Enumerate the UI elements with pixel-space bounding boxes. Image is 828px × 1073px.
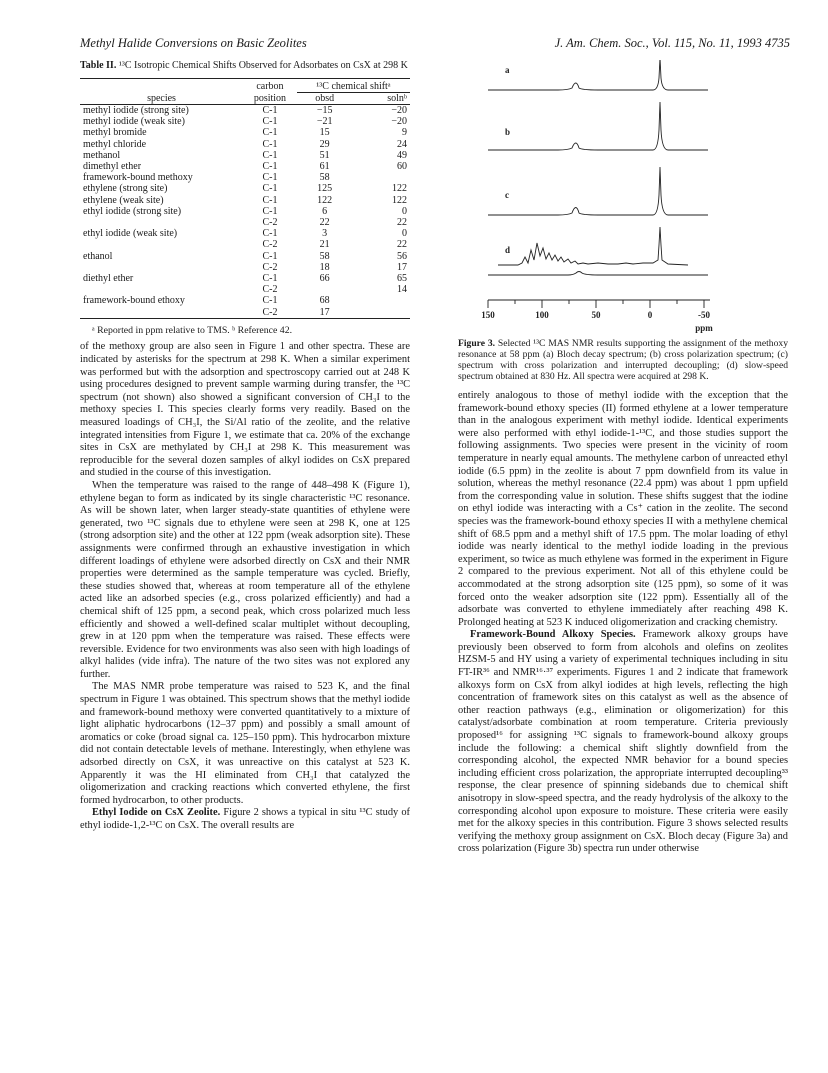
cell-soln: 17	[397, 261, 407, 273]
cell-species: methanol	[83, 149, 121, 161]
cell-obsd: −15	[316, 105, 333, 116]
cell-soln: 60	[397, 161, 407, 173]
left-column	[80, 60, 410, 833]
cell-soln: 122	[392, 183, 407, 195]
cell-position: C-1	[262, 228, 278, 240]
cell-position: C-1	[262, 116, 278, 128]
table-footnote: ᵃ Reported in ppm relative to TMS. ᵇ Reference 42.	[92, 324, 293, 336]
cell-position: C-1	[262, 149, 278, 161]
running-head-title: Methyl Halide Conversions on Basic Zeolites	[80, 36, 307, 50]
nmr-spectra-plot	[458, 60, 788, 335]
cell-soln: 0	[402, 205, 407, 217]
spectrum-a	[488, 60, 708, 90]
cell-species: ethylene (strong site)	[83, 183, 168, 195]
table-row	[80, 217, 410, 228]
table-row	[80, 251, 410, 262]
body-paragraph: of the methoxy group are also seen in Figure 1 and other spectra. These are indicated by asterisks for the spectrum at 298 K. When a similar experiment was performed but with the adsorption and spectroscopy carried out at 248 K using procedures designed to prevent sample warming during transfer, the ¹³C spectrum (not shown) also showed a significant conversion of CH₃I to the methoxy species I. This species clearly forms very readily. Based on the measured loadings of CH₃I, the Si/Al ratio of the zeolite, and the relative integrated intensities from Figure 1, we estimate that ca. 20% of the exchange sites in CsX are methylated by CH₃I at 298 K. This measurement was reproducible for the several dozen samples of alkyl iodides on CsX prepared and studied in the course of this investigation.	[80, 341, 410, 479]
cell-position: C-1	[262, 183, 278, 195]
panel-label-c: c	[505, 190, 509, 200]
cell-species: dimethyl ether	[83, 161, 142, 173]
right-column	[458, 60, 788, 856]
cell-position: C-2	[262, 261, 278, 273]
spectrum-d	[498, 227, 688, 265]
x-axis-ticks	[488, 300, 704, 308]
cell-obsd: 58	[319, 250, 330, 262]
cell-soln: 22	[397, 217, 407, 229]
cell-species: ethanol	[83, 250, 113, 262]
cell-soln: 22	[397, 239, 407, 251]
chemical-shift-table	[80, 78, 410, 319]
table-row	[80, 195, 410, 206]
cell-obsd	[297, 284, 353, 295]
cell-obsd: 29	[319, 138, 330, 150]
cell-species	[80, 284, 243, 295]
cell-obsd: −21	[316, 116, 333, 128]
header-position: position	[253, 92, 287, 104]
table-caption-text: ¹³C Isotropic Chemical Shifts Observed for Adsorbates on CsX at 298 K	[118, 60, 408, 71]
cell-soln: 49	[397, 149, 407, 161]
cell-position: C-2	[262, 239, 278, 251]
cell-soln: −20	[391, 105, 407, 116]
panel-label-b: b	[505, 127, 511, 137]
cell-obsd: 66	[319, 273, 330, 285]
table-row	[80, 206, 410, 217]
header-species: species	[147, 92, 176, 104]
table-row	[80, 307, 410, 319]
cell-species: ethylene (weak site)	[83, 194, 164, 206]
cell-position: C-1	[262, 295, 278, 307]
tick-label: 50	[591, 310, 601, 320]
table-row	[80, 295, 410, 306]
cell-position: C-1	[262, 273, 278, 285]
section-text: Figure 2 shows a typical in situ ¹³C study of ethyl iodide-1,2-¹³C on CsX. The overall results are	[80, 807, 410, 832]
table-row	[80, 105, 410, 117]
cell-species: methyl iodide (strong site)	[83, 105, 189, 116]
cell-position: C-2	[262, 306, 278, 318]
table-row	[80, 183, 410, 194]
body-paragraph-ethyl-iodide	[80, 807, 410, 832]
table-row	[80, 239, 410, 250]
header-carbon: carbon	[256, 80, 284, 92]
tick-label: 150	[481, 310, 495, 320]
cell-soln: 9	[402, 127, 407, 139]
table-row	[80, 139, 410, 150]
panel-label-a: a	[505, 65, 510, 75]
cell-soln: 56	[397, 250, 407, 262]
cell-soln	[352, 295, 410, 306]
table-row	[80, 127, 410, 138]
cell-position: C-1	[262, 205, 278, 217]
header-obsd: obsd	[315, 92, 335, 104]
cell-species: methyl iodide (weak site)	[83, 116, 185, 128]
spectrum-b	[488, 102, 708, 150]
tick-label: 100	[535, 310, 549, 320]
section-heading: Framework-Bound Alkoxy Species.	[470, 629, 636, 641]
cell-obsd: 122	[317, 194, 333, 206]
table-row	[80, 116, 410, 127]
cell-species: ethyl iodide (weak site)	[83, 228, 178, 240]
figure-caption-label: Figure 3.	[458, 338, 496, 349]
cell-obsd: 15	[319, 127, 330, 139]
nmr-figure	[458, 60, 788, 335]
cell-soln: −20	[391, 116, 407, 128]
panel-label-d: d	[505, 245, 511, 255]
cell-position: C-1	[262, 250, 278, 262]
body-paragraph: entirely analogous to those of methyl iodide with the exception that the framework-bound ethoxy species (II) formed ethylene at a lower temperature than in the analogous experiment with methyl iodide. Identical experiments were also performed with ethyl iodide-1-¹³C, and those studies support the following assignments. Two species were present in the vicinity of room temperature in nearly equal amounts. The methylene carbon of unreacted ethyl iodide (6.5 ppm) in the zeolite is about 7 ppm downfield from its value in solution, whereas the methyl resonance (22.4 ppm) was about 1 ppm upfield from the corresponding value in solution. These shifts suggest that the iodine on ethyl iodide was interacting with a Cs⁺ cation in the zeolite. The second species was the framework-bound ethoxy species II with a methylene chemical shift of 68.5 ppm and a methyl shift of 17.5 ppm. The molar loading of ethyl iodide was nearly identical to the methyl iodide loading in the previous experiment, so twice as much ethylene was formed in the experiment in Figure 2 compared to the previous experiment. Not all of this ethylene could be accommodated at the strong adsorption site (125 ppm), so some of it was forced onto the weaker adsorption site (122 ppm). Essentially all of the adsorbate was converted to ethylene immediately after reaching 498 K. Prolonged heating at 523 K induced oligomerization and cracking chemistry.	[458, 390, 788, 628]
cell-species	[80, 307, 243, 319]
cell-position: C-1	[262, 172, 278, 184]
cell-soln	[352, 172, 410, 183]
cell-soln	[352, 307, 410, 319]
cell-position: C-1	[262, 194, 278, 206]
table-row	[80, 284, 410, 295]
cell-obsd: 68	[319, 295, 330, 307]
spectrum-c	[488, 167, 708, 215]
header-shift-group: ¹³C chemical shiftᵃ	[297, 78, 410, 92]
cell-obsd: 21	[319, 239, 330, 251]
cell-obsd: 125	[317, 183, 333, 195]
section-heading: Ethyl Iodide on CsX Zeolite.	[92, 807, 221, 819]
cell-species	[80, 239, 243, 250]
cell-obsd: 22	[319, 217, 330, 229]
cell-soln: 24	[397, 138, 407, 150]
cell-obsd: 17	[319, 306, 330, 318]
cell-position: C-2	[262, 217, 278, 229]
cell-soln: 65	[397, 273, 407, 285]
cell-species: ethyl iodide (strong site)	[83, 205, 182, 217]
cell-obsd: 51	[319, 149, 330, 161]
axis-unit-label: ppm	[695, 323, 713, 333]
cell-position: C-1	[262, 127, 278, 139]
table-caption	[80, 60, 410, 72]
cell-species	[80, 262, 243, 273]
header-soln: solnᵇ	[387, 92, 407, 104]
cell-position: C-2	[262, 284, 278, 296]
body-paragraph: The MAS NMR probe temperature was raised to 523 K, and the final spectrum in Figure 1 was obtained. This spectrum shows that the methyl iodide and framework-bound methoxy were converted quantitatively to a mixture of light aliphatic hydrocarbons (12–37 ppm) and possibly a small amount of aromatics or coke (broad signal ca. 125–150 ppm). This hydrocarbon mixture did not contain detectable levels of methane. Interestingly, when ethylene was adsorbed directly on CsX, it was unreactive on this catalyst at 523 K. Apparently it was the HI eliminated from CH₃I that catalyzed the oligomerization and cracking reactions which converted ethylene, the first formed hydrocarbon, to other products.	[80, 681, 410, 806]
cell-position: C-1	[262, 138, 278, 150]
cell-obsd: 3	[322, 228, 328, 240]
cell-soln: 0	[402, 228, 407, 240]
cell-obsd: 61	[319, 161, 330, 173]
cell-soln: 122	[392, 194, 407, 206]
cell-obsd: 6	[322, 205, 328, 217]
table-row	[80, 228, 410, 239]
running-head-citation: J. Am. Chem. Soc., Vol. 115, No. 11, 1993 4735	[554, 36, 790, 50]
cell-species: methyl chloride	[83, 138, 147, 150]
cell-position: C-1	[262, 161, 278, 173]
table-row	[80, 161, 410, 172]
figure-caption	[458, 338, 788, 382]
section-text: Framework alkoxy groups have previously been observed to form from alcohols and olefins on zeolites HZSM-5 and HY using a variety of experimental techniques including in situ FT-IR³⁶ and NMR¹⁶·³⁷ experiments. Figures 1 and 2 indicate that framework alkoxys form on CsX from alkyl iodides at high levels, reflecting the high concentration of framework sites on this catalyst as well as the absence of other reaction pathways (e.g., elimination or oligomerization) for this catalyst/adsorbate combination at room temperature. Criteria previously proposed¹⁶ for assigning ¹³C signals to framework-bound alkoxy groups include the following: a chemical shift slightly downfield from the corresponding alcohol, the expected NMR behavior for a bound species including efficient cross polarization, the appropriate interrupted decoupling³³ response, the clear presence of spinning sidebands due to chemical shift anisotropy in slow-speed spectra, and the ready hydrolysis of the alkoxy to the corresponding alcohol upon exposure to moisture. These criteria were easily met for the alkoxy species in this contribution. Figure 3 shows selected results verifying the methoxy group assignment on CsX. Bloch decay (Figure 3a) and cross polarization (Figure 3b) spectra run under otherwise	[458, 629, 788, 855]
table-row	[80, 273, 410, 284]
table-row	[80, 262, 410, 273]
cell-species: diethyl ether	[83, 273, 134, 285]
cell-obsd: 18	[319, 261, 330, 273]
table-row	[80, 172, 410, 183]
cell-soln: 14	[397, 284, 407, 296]
table-caption-label: Table II.	[80, 60, 117, 71]
figure-caption-text: Selected ¹³C MAS NMR results supporting the assignment of the methoxy resonance at 58 ppm (a) Bloch decay spectrum; (b) cross polarization spectrum; (c) spectrum with cross polarization and interrupted decoupling; (d) slow-speed spectrum obtained at 830 Hz. All spectra were acquired at 298 K.	[458, 338, 788, 382]
cell-species: framework-bound methoxy	[83, 172, 193, 184]
cell-species: methyl bromide	[83, 127, 147, 139]
table-row	[80, 150, 410, 161]
cell-species	[80, 217, 243, 228]
tick-label: -50	[698, 310, 710, 320]
body-paragraph: When the temperature was raised to the range of 448–498 K (Figure 1), ethylene began to form as indicated by its single characteristic ¹³C resonance. As will be shown later, when larger steady-state quantities of ethylene were generated, two ¹³C signals due to ethylene were seen at 298 K, one at 125 (strong adsorption site) and the other at 122 ppm (weak adsorption site). These assignments were confirmed through an exhaustive investigation in which different loadings of ethylene were adsorbed directly on CsX and their NMR properties were determined as the sample temperature was cycled. Briefly, these studies showed that, whereas at room temperature all of the ethylene acted like an adsorbed species (e.g., cross polarized efficiently) and had a chemical shift of 125 ppm, a second peak, which cross polarized much less efficiently and showed a well-defined scalar multiplet without decoupling, grew in at 120 ppm when the temperature was raised. These effects were reversible. Evidence for two environments was also seen with high loadings of alkyl halides (vide infra). The nature of the two sites was not explored any further.	[80, 479, 410, 680]
cell-position: C-1	[262, 105, 278, 116]
spectrum-d-baseline	[488, 272, 708, 276]
tick-label: 0	[647, 310, 653, 320]
cell-obsd: 58	[319, 172, 330, 184]
cell-species: framework-bound ethoxy	[83, 295, 185, 307]
table-body	[80, 105, 410, 319]
body-paragraph-alkoxy	[458, 629, 788, 856]
